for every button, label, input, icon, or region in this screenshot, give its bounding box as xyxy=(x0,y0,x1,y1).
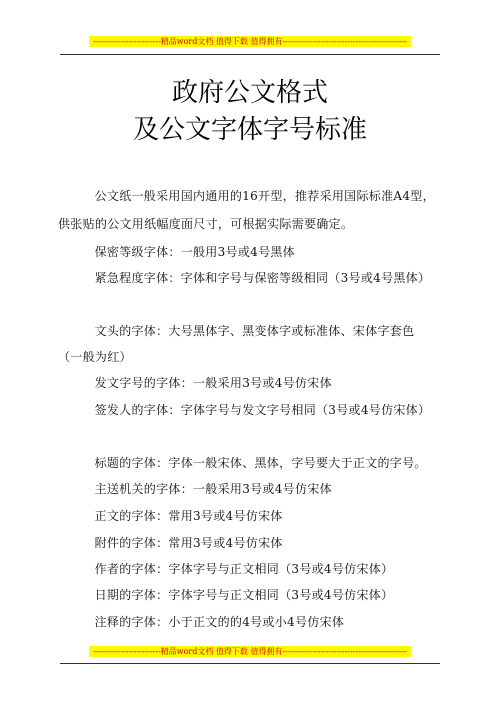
paragraph-recipient-font: 主送机关的字体：一般采用3号或4号仿宋体 xyxy=(70,482,332,496)
paragraph-date-font: 日期的字体：字体字号与正文相同（3号或4号仿宋体） xyxy=(70,588,394,602)
header-banner: -------------------------精品word文档 值得下载 值得拥有---------------------------------------------- xyxy=(89,36,411,47)
footer-banner: -------------------------精品word文档 值得下载 值得拥有---------------------------------------------- xyxy=(89,646,411,657)
paragraph-secrecy-font: 保密等级字体：一般用3号或4号黑体 xyxy=(70,245,295,259)
paragraph-body-font: 正文的字体：常用3号或4号仿宋体 xyxy=(70,509,283,523)
paragraph-paper-size-cont: 供张贴的公文用纸幅度面尺寸，可根据实际需要确定。 xyxy=(58,217,354,231)
paragraph-annotation-font: 注释的字体：小于正文的的4号或小4号仿宋体 xyxy=(70,615,345,629)
paragraph-signer-font: 签发人的字体：字体字号与发文字号相同（3号或4号仿宋体） xyxy=(70,403,431,417)
header-rule xyxy=(60,54,440,55)
paragraph-title-font: 标题的字体：字体一般宋体、黑体，字号要大于正文的字号。 xyxy=(70,456,427,470)
paragraph-header-font: 文头的字体：大号黑体字、黑变体字或标准体、宋体字套色 xyxy=(70,324,415,338)
paragraph-header-font-cont: （一般为红） xyxy=(58,350,132,364)
paragraph-attachment-font: 附件的字体：常用3号或4号仿宋体 xyxy=(70,536,283,550)
document-title-line-1: 政府公文格式 xyxy=(171,78,328,108)
paragraph-author-font: 作者的字体：字体字号与正文相同（3号或4号仿宋体） xyxy=(70,562,394,576)
paragraph-paper-size: 公文纸一般采用国内通用的16开型，推荐采用国际标准A4型， xyxy=(70,189,435,203)
footer-rule xyxy=(60,663,440,664)
paragraph-issue-number-font: 发文字号的字体：一般采用3号或4号仿宋体 xyxy=(70,376,332,390)
document-title-line-2: 及公文字体字号标准 xyxy=(132,115,367,145)
paragraph-urgency-font: 紧急程度字体：字体和字号与保密等级相同（3号或4号黑体） xyxy=(70,271,431,285)
